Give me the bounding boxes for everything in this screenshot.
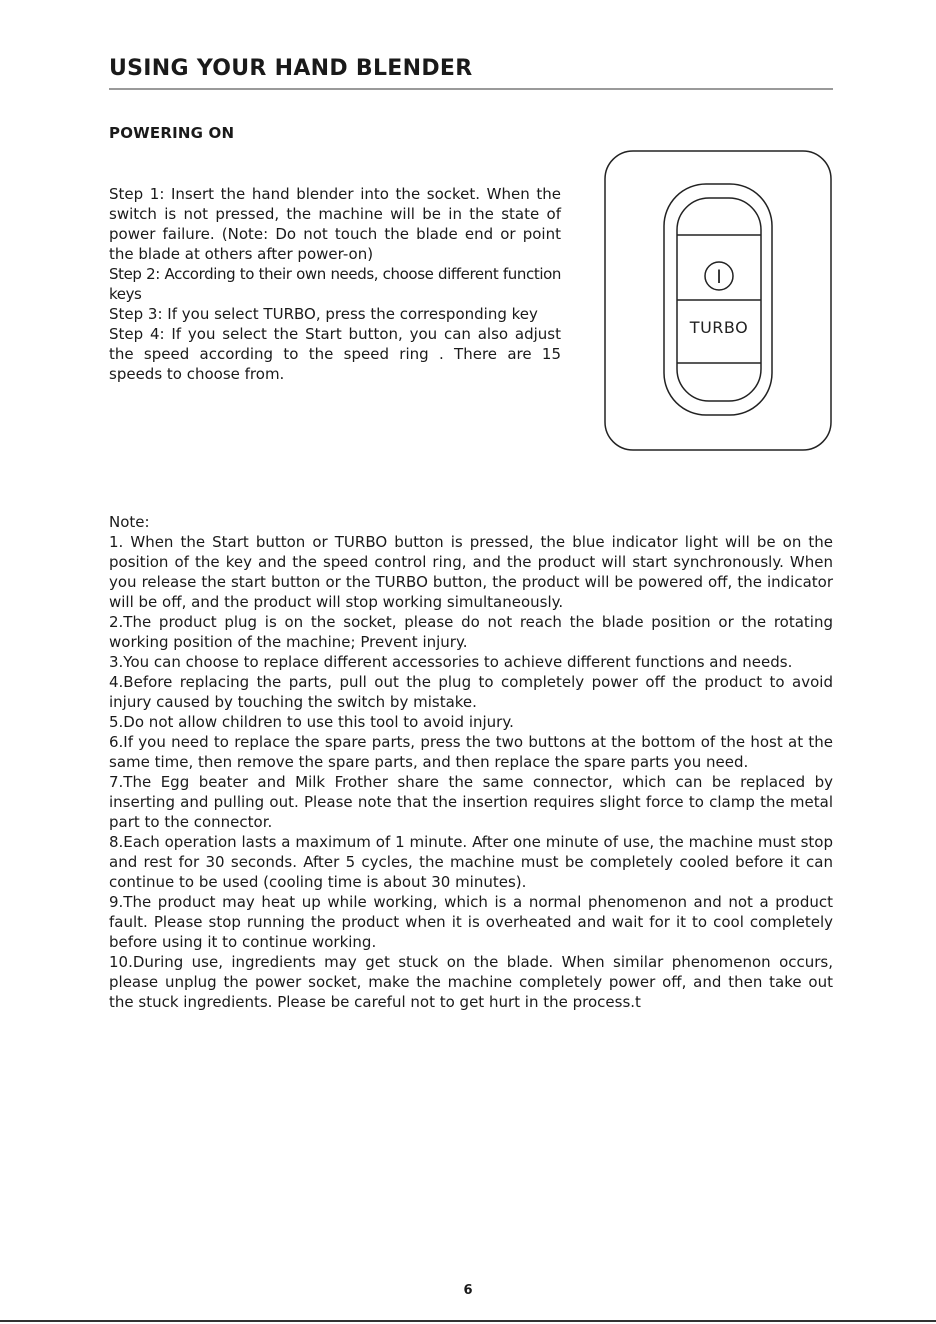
page-number: 6 — [463, 1283, 473, 1298]
step-1: Step 1: Insert the hand blender into the socket. When the switch is not pressed, the machine will be in the state of power failure. (Note: Do not touch the blade end or point the blade at others after power-on) — [109, 185, 561, 263]
note-item: 5.Do not allow children to use this tool to avoid injury. — [109, 713, 514, 731]
steps-block — [109, 184, 561, 384]
step-3: Step 3: If you select TURBO, press the corresponding key — [109, 305, 538, 323]
note-item: 8.Each operation lasts a maximum of 1 minute. After one minute of use, the machine must stop and rest for 30 seconds. After 5 cycles, the machine must be completely cooled before it can continue to be used (cooling time is about 30 minutes). — [109, 833, 833, 891]
note-item: 6.If you need to replace the spare parts, press the two buttons at the bottom of the host at the same time, then remove the spare parts, and then replace the spare parts you need. — [109, 733, 833, 771]
bottom-border — [0, 1320, 936, 1322]
step-2: Step 2: According to their own needs, choose different function keys — [109, 265, 561, 303]
note-item: 10.During use, ingredients may get stuck on the blade. When similar phenomenon occurs, please unplug the power socket, make the machine completely power off, and then take out the stuck ingredients. Please be careful not to get hurt in the process.t — [109, 953, 833, 1011]
page-title: USING YOUR HAND BLENDER — [109, 56, 473, 81]
section-heading: POWERING ON — [109, 124, 235, 142]
note-item: 4.Before replacing the parts, pull out the plug to completely power off the product to avoid injury caused by touching the switch by mistake. — [109, 673, 833, 711]
turbo-button-label: TURBO — [689, 318, 749, 337]
note-item: 1. When the Start button or TURBO button is pressed, the blue indicator light will be on the position of the key and the speed control ring, and the product will start synchronously. When you release the start button or the TURBO button, the product will be powered off, the indicator will be off, and the product will stop working simultaneously. — [109, 533, 833, 611]
note-item: 3.You can choose to replace different accessories to achieve different functions and needs. — [109, 653, 793, 671]
note-item: 9.The product may heat up while working, which is a normal phenomenon and not a product fault. Please stop running the product when it is overheated and wait for it to cool completely before using it to continue working. — [109, 893, 833, 951]
note-item: 7.The Egg beater and Milk Frother share the same connector, which can be replaced by inserting and pulling out. Please note that the insertion requires slight force to clamp the metal part to the connector. — [109, 773, 833, 831]
notes-block — [109, 512, 833, 1012]
step-4: Step 4: If you select the Start button, you can also adjust the speed according to the speed ring . There are 15 speeds to choose from. — [109, 325, 561, 383]
power-symbol: I — [716, 267, 722, 288]
title-divider — [109, 88, 833, 90]
note-item: 2.The product plug is on the socket, please do not reach the blade position or the rotating working position of the machine; Prevent injury. — [109, 613, 833, 651]
control-panel-illustration — [604, 150, 832, 451]
notes-heading: Note: — [109, 513, 150, 531]
